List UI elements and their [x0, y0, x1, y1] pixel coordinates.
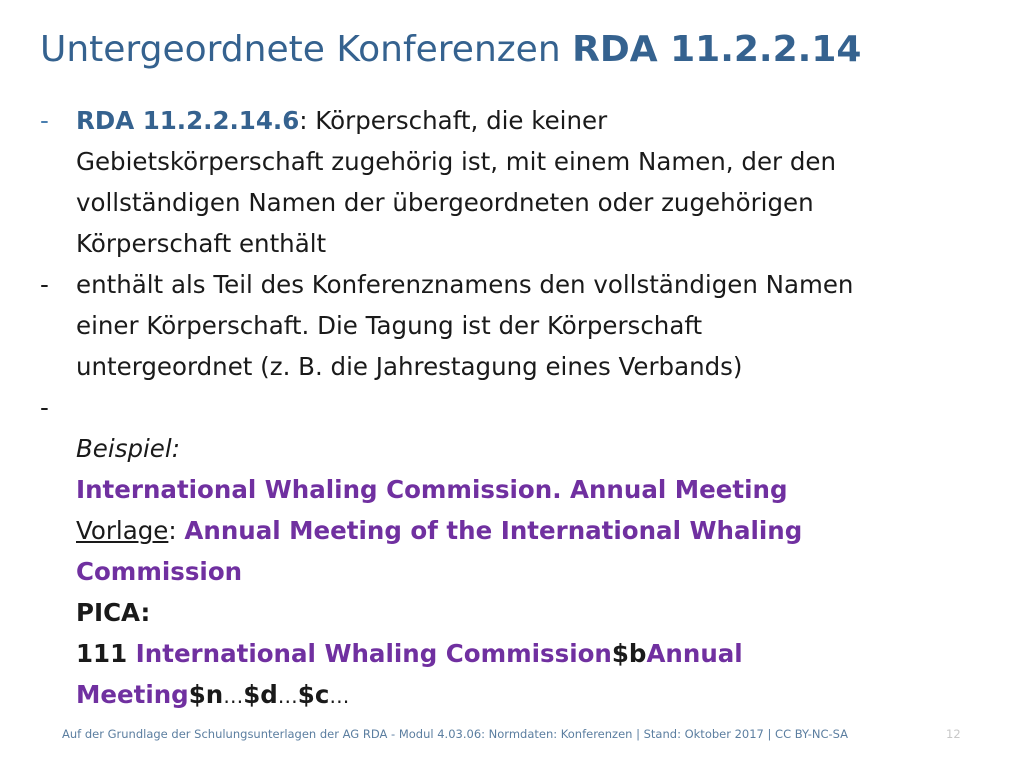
- bullet-2-line-3: [40, 346, 1000, 387]
- footer-credit: Auf der Grundlage der Schulungsunterlagen der AG RDA - Modul 4.03.06: Normdaten: Konferenzen | Stand: Oktober 2017 | CC BY-NC-SA: [62, 727, 849, 741]
- title-main: Untergeordnete Konferenzen: [40, 29, 561, 70]
- pica-ellipsis: …: [223, 684, 244, 708]
- pica-annual: Annual: [646, 639, 743, 668]
- bullet-2-line-1: [40, 264, 1000, 305]
- pica-subfield-d: $d: [243, 680, 278, 709]
- bullet-dash: -: [40, 106, 49, 135]
- bullet-1-line-2: [40, 141, 1000, 182]
- bullet-text: einer Körperschaft. Die Tagung ist der Körperschaft: [76, 311, 703, 340]
- example-label: Beispiel:: [76, 434, 180, 463]
- pica-subfield-c: $c: [297, 680, 330, 709]
- bullet-text: untergeordnet (z. B. die Jahrestagung eines Verbands): [76, 352, 743, 381]
- bullet-text: Körperschaft enthält: [76, 229, 327, 258]
- vorlage-row-2: [40, 551, 1000, 592]
- slide-title: [40, 28, 1000, 72]
- title-rule: RDA 11.2.2.14: [572, 29, 862, 70]
- vorlage-text: Commission: [76, 557, 243, 586]
- bullet-text: Gebietskörperschaft zugehörig ist, mit einem Namen, der den: [76, 147, 837, 176]
- pica-ellipsis: …: [277, 684, 298, 708]
- pica-label: PICA:: [76, 598, 151, 627]
- bullet-dash: -: [40, 393, 49, 422]
- pica-row-1: [40, 633, 1000, 674]
- page-number: 12: [946, 727, 961, 741]
- bullet-text: vollständigen Namen der übergeordneten oder zugehörigen: [76, 188, 814, 217]
- pica-subfield-n: $n: [188, 680, 224, 709]
- vorlage-text: Annual Meeting of the International Whaling: [184, 516, 803, 545]
- bullet-1-line-4: [40, 223, 1000, 264]
- vorlage-separator: :: [168, 516, 185, 545]
- vorlage-row: [40, 510, 1000, 551]
- bullet-text: enthält als Teil des Konferenznamens den vollständigen Namen: [76, 270, 854, 299]
- pica-field-tag: 111: [76, 639, 136, 668]
- rule-reference: RDA 11.2.2.14.6: [76, 106, 300, 135]
- pica-meeting: Meeting: [76, 680, 189, 709]
- pica-name: International Whaling Commission: [135, 639, 612, 668]
- bullet-3: [40, 387, 1000, 428]
- bullet-2-line-2: [40, 305, 1000, 346]
- pica-ellipsis: …: [329, 684, 350, 708]
- pica-label-row: [40, 592, 1000, 633]
- pica-subfield-b: $b: [611, 639, 647, 668]
- example-heading-row: [40, 469, 1000, 510]
- bullet-dash: -: [40, 270, 49, 299]
- slide-content: [40, 100, 1000, 715]
- example-label-row: [40, 428, 1000, 469]
- vorlage-label: Vorlage: [76, 516, 169, 545]
- bullet-1-line-1: [40, 100, 1000, 141]
- bullet-1-line-3: [40, 182, 1000, 223]
- bullet-text: : Körperschaft, die keiner: [299, 106, 608, 135]
- pica-row-2: [40, 674, 1000, 715]
- example-heading: International Whaling Commission. Annual Meeting: [76, 475, 788, 504]
